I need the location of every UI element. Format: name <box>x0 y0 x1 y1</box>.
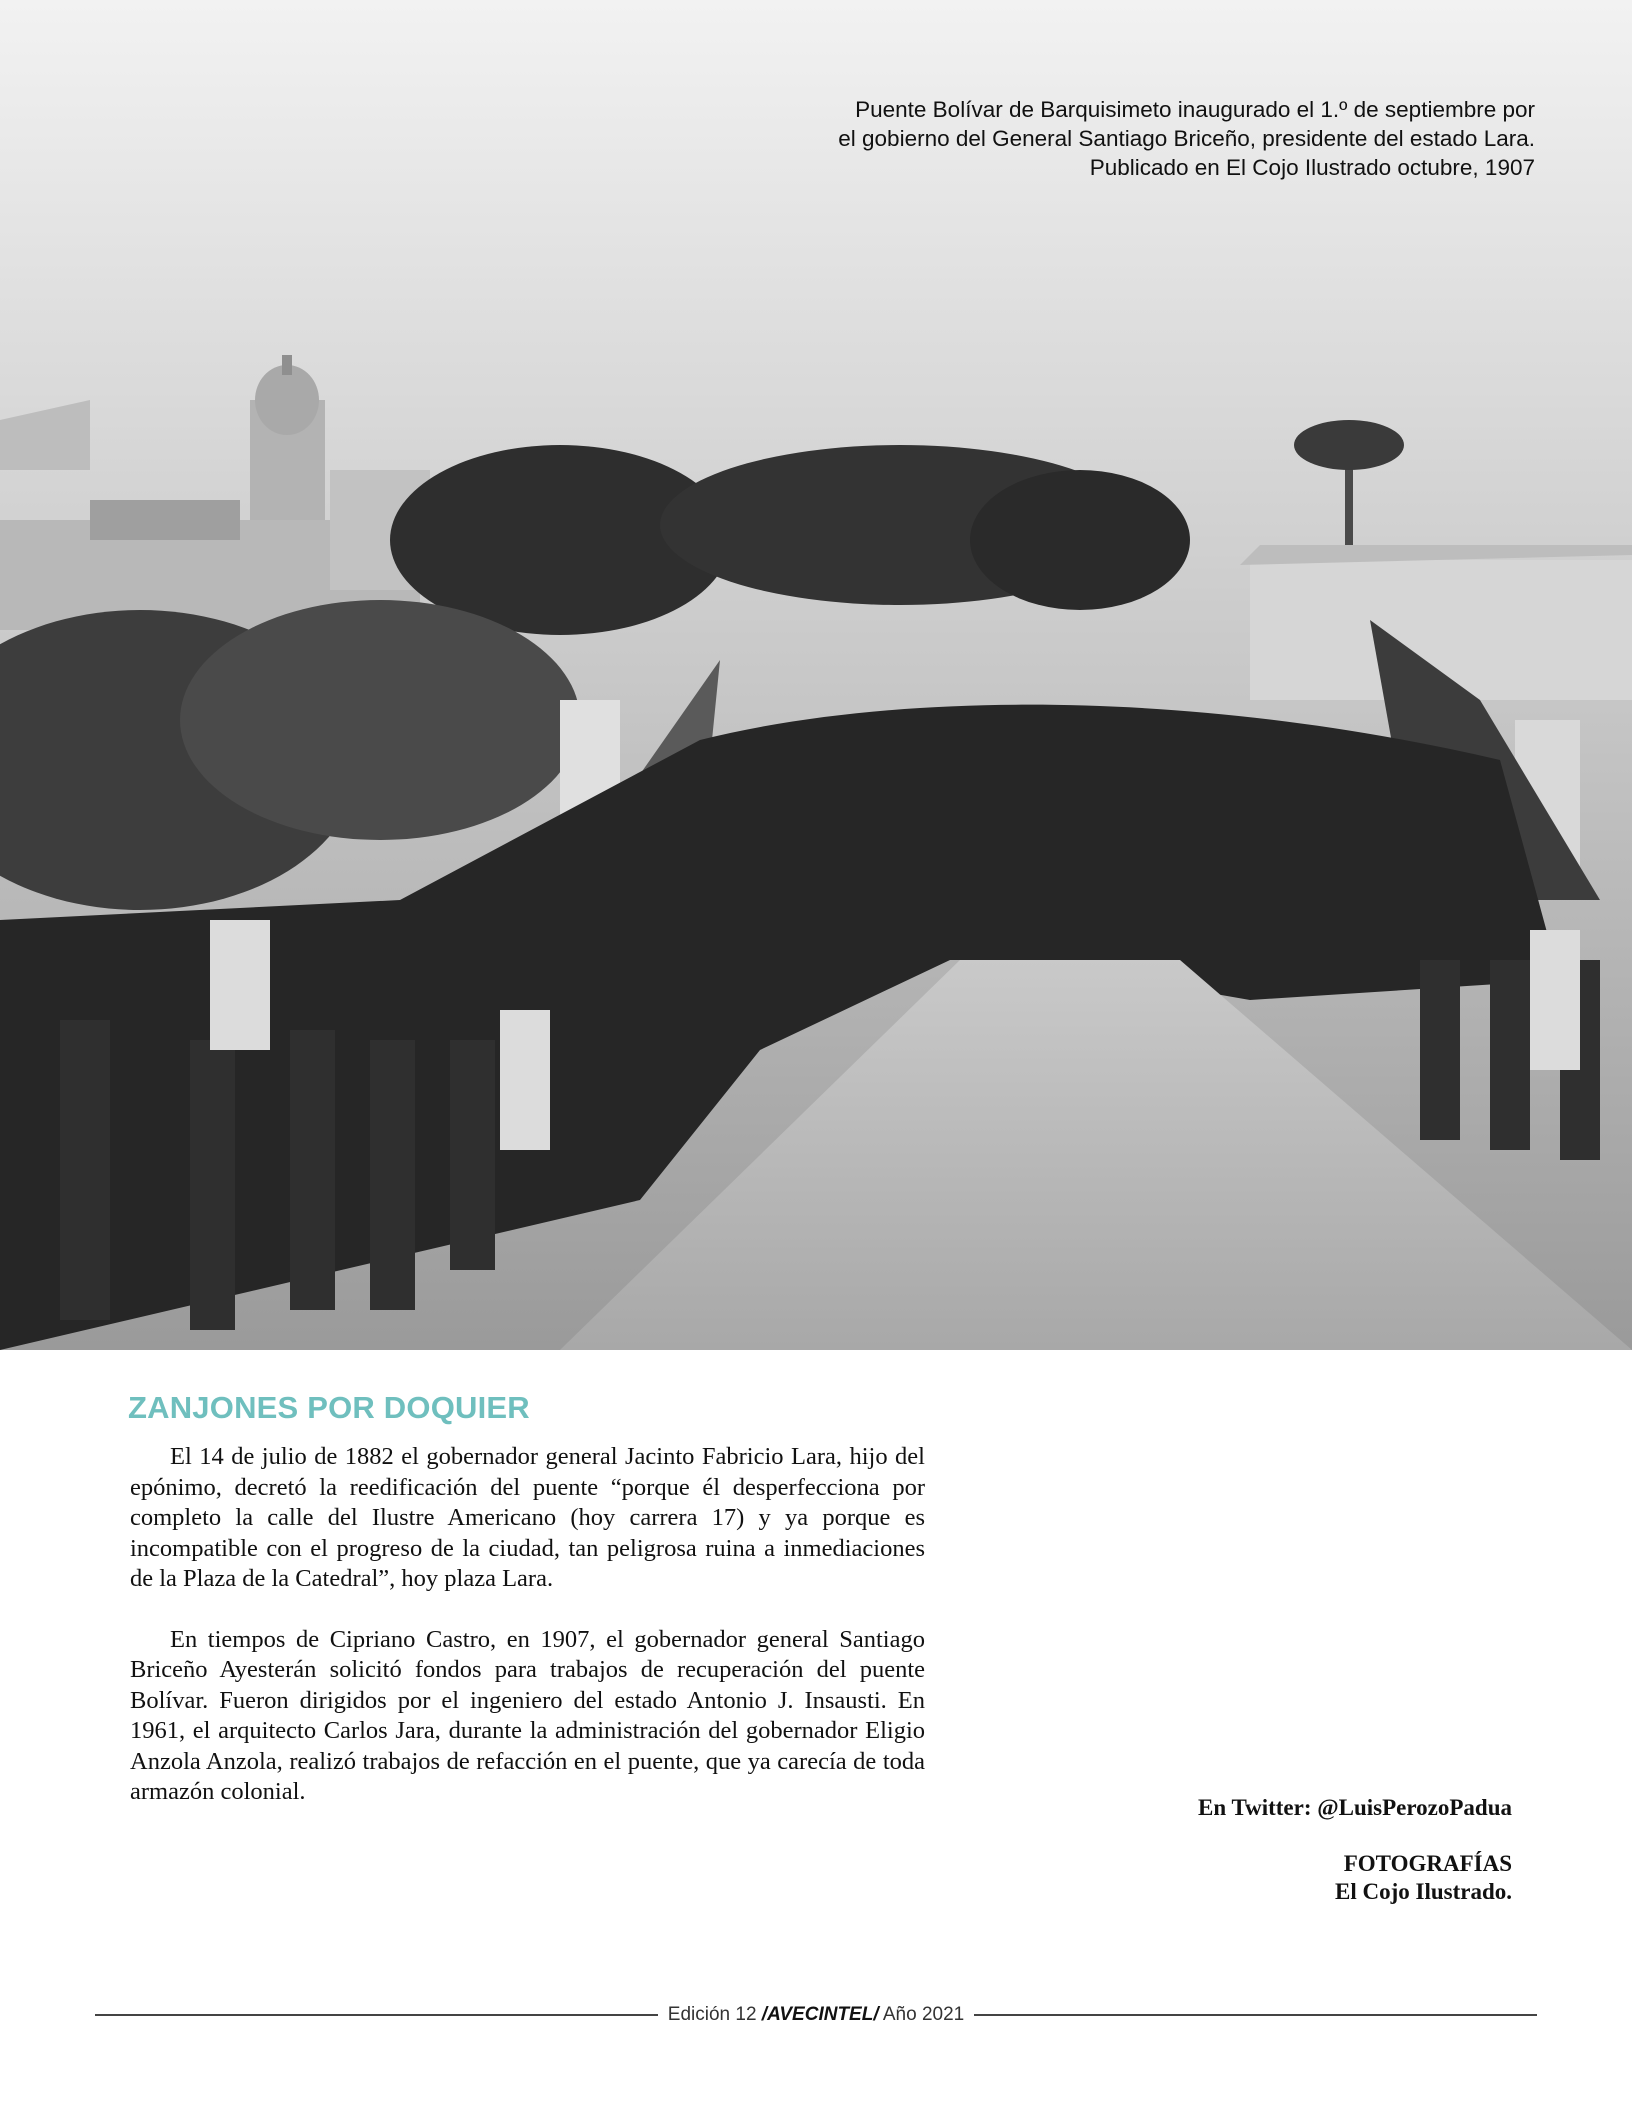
photo-caption <box>635 95 1535 182</box>
credits-block <box>1012 1794 1512 1906</box>
footer-edition: Edición 12 <box>667 2004 757 2025</box>
caption-line: el gobierno del General Santiago Briceño, presidente del estado Lara. <box>838 126 1535 151</box>
footer-magazine: /AVECINTEL/ <box>761 2004 879 2025</box>
footer-year: Año 2021 <box>882 2004 965 2025</box>
footer-text <box>658 2004 974 2026</box>
article-body <box>130 1442 925 1838</box>
photos-source: El Cojo Ilustrado. <box>1335 1879 1512 1904</box>
page-footer <box>95 2000 1537 2030</box>
section-heading: ZANJONES POR DOQUIER <box>128 1390 530 1425</box>
caption-line: Puente Bolívar de Barquisimeto inaugurado el 1.º de septiembre por <box>855 97 1535 122</box>
footer-rule-right <box>974 2014 1537 2016</box>
twitter-credit: En Twitter: @LuisPerozoPadua <box>1197 1795 1512 1820</box>
article-paragraph: En tiempos de Cipriano Castro, en 1907, el gobernador general Santiago Briceño Ayesterán solicitó fondos para trabajos de recuperación del puente Bolívar. Fueron dirigidos por el ingeniero del estado Antonio J. Insausti. En 1961, el arquitecto Carlos Jara, durante la administración del gobernador Eligio Anzola Anzola, realizó trabajos de refacción en el puente, que ya carecía de toda armazón colonial. <box>130 1625 925 1805</box>
caption-line: Publicado en El Cojo Ilustrado octubre, 1907 <box>1089 155 1535 180</box>
photos-label: FOTOGRAFÍAS <box>1343 1851 1512 1876</box>
footer-rule-left <box>95 2014 658 2016</box>
article-paragraph: El 14 de julio de 1882 el gobernador general Jacinto Fabricio Lara, hijo del epónimo, decretó la reedificación del puente “porque él desperfecciona por completo la calle del Ilustre Americano (hoy carrera 17) y ya porque es incompatible con el progreso de la ciudad, tan peligrosa ruina a inmediaciones de la Plaza de la Catedral”, hoy plaza Lara. <box>130 1443 925 1592</box>
